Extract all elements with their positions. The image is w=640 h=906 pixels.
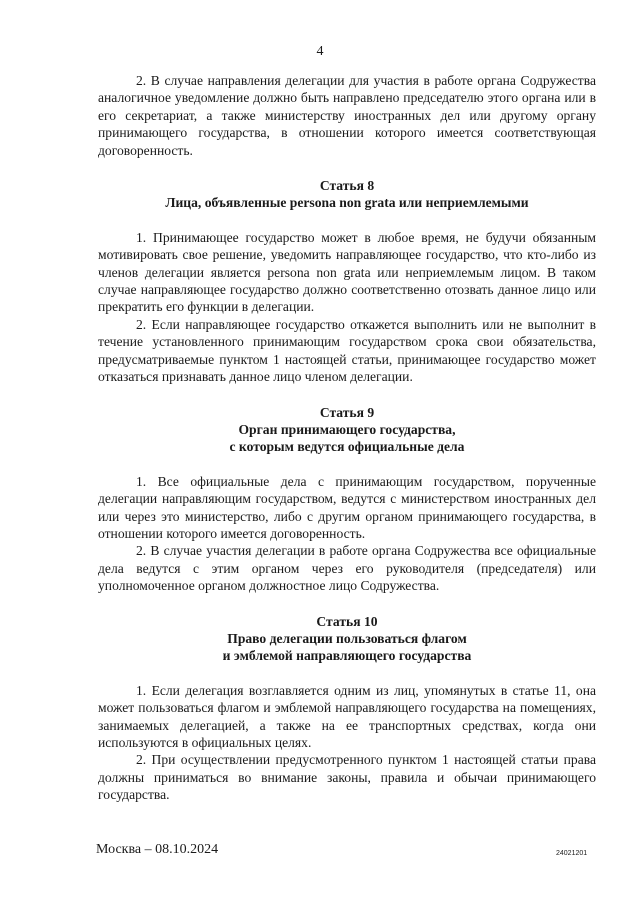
article-8-heading bbox=[98, 177, 596, 212]
article-10-paragraph-2: 2. При осуществлении предусмотренного пунктом 1 настоящей статьи права должны приниматься во внимание законы, правила и обычаи принимающего государства. bbox=[98, 752, 596, 803]
article-8-number: Статья 8 bbox=[319, 178, 375, 194]
article-9-paragraph-2: 2. В случае участия делегации в работе органа Содружества все официальные дела ведутся с этим органом через его руководителя (председателя) или уполномоченное органом должностное лицо Содружества. bbox=[98, 543, 596, 594]
article-10-heading bbox=[98, 613, 596, 665]
article-9-title-line-2: с которым ведутся официальные дела bbox=[229, 439, 465, 455]
intro-paragraph: 2. В случае направления делегации для участия в работе органа Содружества аналогичное уведомление должно быть направлено председателю этого органа или в его секретариат, а также министерству иностранных дел или другому органу принимающего государства, в отношении которого имеется соответствующая договоренность. bbox=[98, 73, 596, 158]
page-number: 4 bbox=[316, 44, 324, 59]
article-9-paragraph-1: 1. Все официальные дела с принимающим государством, порученные делегации направляющим государством, ведутся с министерством иностранных дел или через это министерство, либо с другим органом принимающего государства, в отношении которого имеется договоренность. bbox=[98, 473, 596, 541]
article-8-paragraph-2: 2. Если направляющее государство откажется выполнить или не выполнит в течение установленного принимающим государством срока свои обязательства, предусматриваемые пунктом 1 настоящей статьи, принимающее государство может отказаться признавать данное лицо членом делегации. bbox=[98, 316, 596, 385]
article-8-paragraph-1: 1. Принимающее государство может в любое время, не будучи обязанным мотивировать свое решение, уведомить направляющее государство, что кто-либо из членов делегации является persona non grata или неприемлемым лицом. В таком случае направляющее государство должно соответственно отозвать данное лицо или прекратить его функции в делегации. bbox=[98, 229, 596, 315]
article-9-heading bbox=[98, 404, 596, 456]
article-10-paragraph-1: 1. Если делегация возглавляется одним из лиц, упомянутых в статье 11, она может пользоваться флагом и эмблемой направляющего государства на помещениях, занимаемых делегацией, а также на ее транспортных средствах, когда они используются в официальных целях. bbox=[98, 682, 596, 750]
article-8-title: Лица, объявленные persona non grata или неприемлемыми bbox=[165, 195, 529, 211]
footer-city-date: Москва – 08.10.2024 bbox=[96, 842, 219, 857]
article-9-title-line-1: Орган принимающего государства, bbox=[238, 421, 456, 437]
article-9-number: Статья 9 bbox=[319, 404, 375, 420]
article-10-title-line-1: Право делегации пользоваться флагом bbox=[227, 630, 467, 646]
article-10-title-line-2: и эмблемой направляющего государства bbox=[222, 648, 472, 664]
document-body bbox=[98, 72, 596, 804]
article-10-number: Статья 10 bbox=[316, 613, 378, 629]
footer-document-code: 24021201 bbox=[556, 850, 588, 857]
